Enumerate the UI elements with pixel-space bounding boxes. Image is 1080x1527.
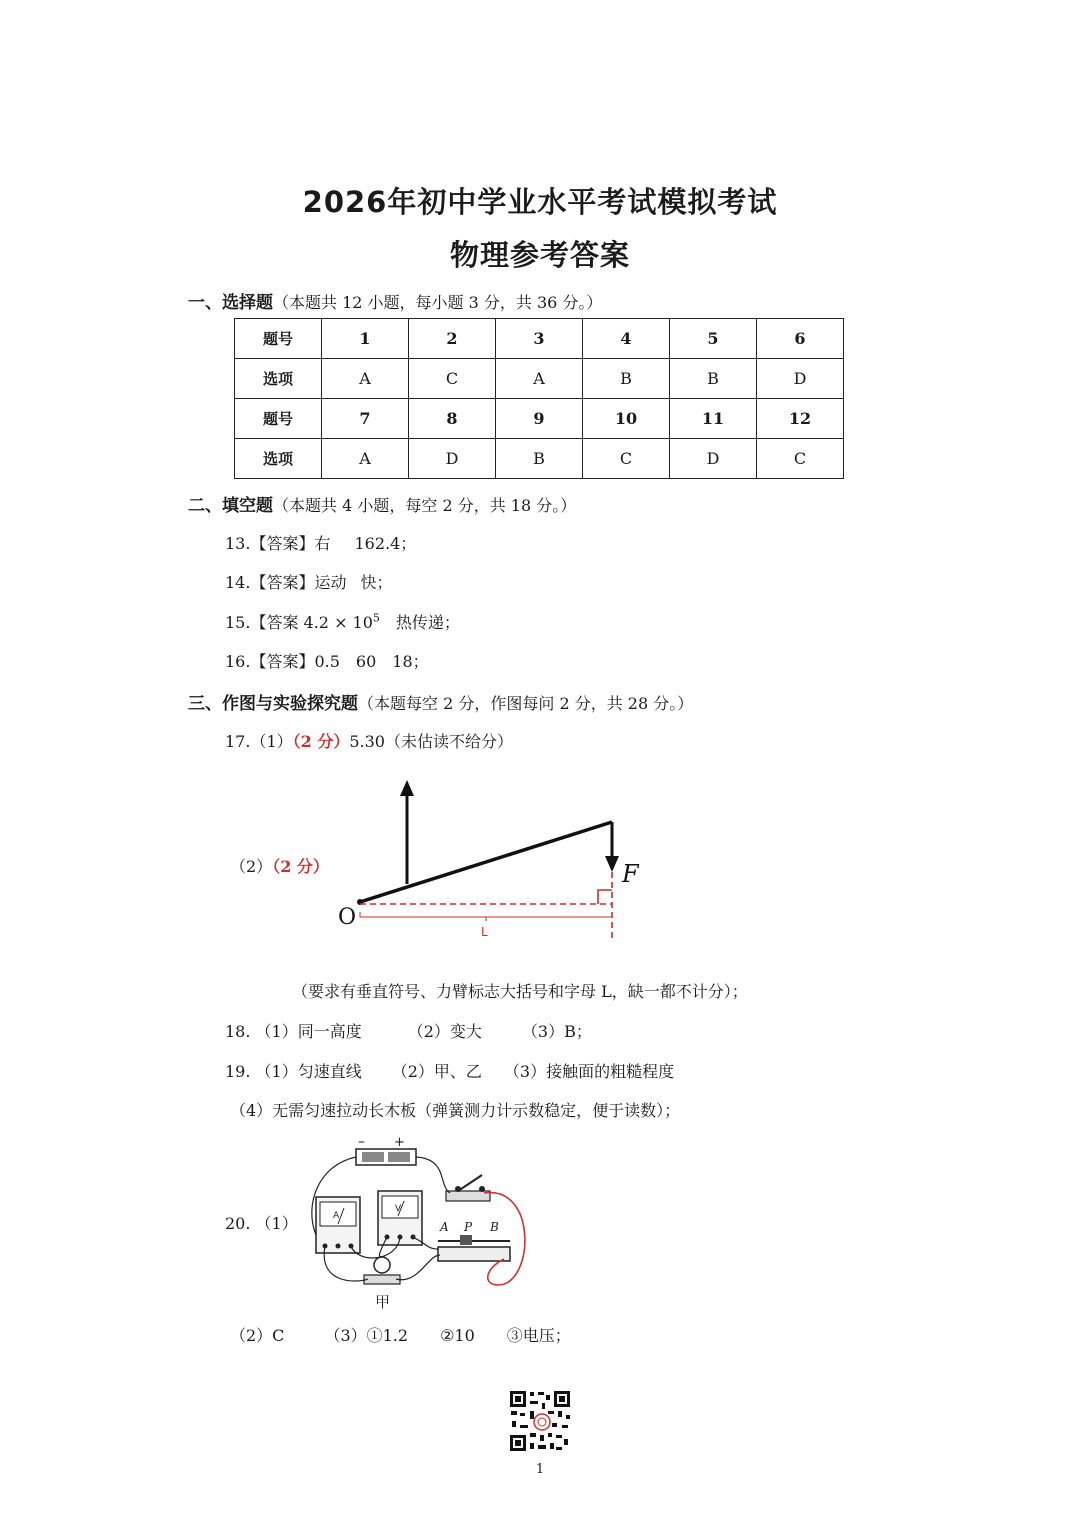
section-fill-label: 二、填空题 <box>188 496 273 516</box>
battery-negative-label: – <box>358 1135 365 1150</box>
rheostat-label-a: A <box>440 1220 449 1234</box>
answer-15-prefix: 15.【答案 4.2 × 10 <box>225 613 373 632</box>
answer-15-value: 热传递； <box>395 613 460 632</box>
answer-choice: A <box>496 359 583 399</box>
answer-choice: B <box>496 439 583 479</box>
answer-17-part1 <box>225 729 513 752</box>
answer-choice: C <box>409 359 496 399</box>
table-row <box>235 439 844 479</box>
answer-20-part1: 20. （1） <box>225 1214 298 1233</box>
label-o: O <box>338 905 357 930</box>
answer-18-part3: （3）B； <box>521 1022 592 1041</box>
answer-16 <box>225 649 429 672</box>
answer-choice: B <box>583 359 670 399</box>
answer-19 <box>225 1059 674 1082</box>
rheostat-label-b: B <box>490 1220 499 1234</box>
section-choice-label: 一、选择题 <box>188 293 273 313</box>
exam-title: 2026年初中学业水平考试模拟考试 <box>302 185 778 219</box>
answer-20-part2: （2）C <box>230 1326 285 1345</box>
ammeter-label: A <box>333 1211 340 1221</box>
answer-17-note: （要求有垂直符号、力臂标志大括号和字母 L，缺一都不计分）； <box>292 982 748 1001</box>
label-f: F <box>622 860 639 888</box>
answer-14-prefix: 14.【答案】运动 <box>225 573 347 592</box>
question-number: 10 <box>583 399 670 439</box>
answer-16-value-1: 60 <box>355 652 377 671</box>
question-number: 2 <box>409 319 496 359</box>
exam-subtitle: 物理参考答案 <box>449 238 630 272</box>
switch <box>446 1175 490 1201</box>
answer-14-value: 快； <box>360 573 393 592</box>
answer-choice: C <box>583 439 670 479</box>
circuit-diagram <box>298 1135 538 1313</box>
answer-17-part2-prefix: （2） <box>230 857 273 876</box>
answer-18 <box>225 1019 592 1042</box>
section-experiment-note: （本题每空 2 分，作图每问 2 分，共 28 分。） <box>358 694 694 713</box>
row-label-number: 题号 <box>235 319 322 359</box>
question-number: 11 <box>670 399 757 439</box>
answer-20-part3: （3）①1.2 <box>324 1326 409 1345</box>
answer-20-rest <box>230 1323 571 1346</box>
bulb-label-jia: 甲 <box>375 1293 391 1311</box>
lever-arm-brace <box>360 912 612 921</box>
rheostat-label-p: P <box>464 1220 473 1234</box>
answer-18-part1: 18. （1）同一高度 <box>225 1022 362 1041</box>
lever-bar <box>360 822 612 902</box>
answer-16-prefix: 16.【答案】0.5 <box>225 652 340 671</box>
voltmeter <box>378 1191 422 1245</box>
answer-choice: C <box>757 439 844 479</box>
section-choice-note: （本题共 12 小题，每小题 3 分，共 36 分。） <box>273 293 603 312</box>
section-experiment-label: 三、作图与实验探究题 <box>188 694 358 714</box>
answer-16-value-2: 18； <box>392 652 429 671</box>
force-f-arrow <box>605 822 619 872</box>
red-added-wire <box>484 1193 525 1285</box>
question-number: 1 <box>322 319 409 359</box>
row-label-choice: 选项 <box>235 359 322 399</box>
section-fill-note: （本题共 4 小题，每空 2 分，共 18 分。） <box>273 496 577 515</box>
question-number: 3 <box>496 319 583 359</box>
answer-20-part3b: ②10 <box>440 1326 475 1345</box>
answer-table <box>234 318 844 479</box>
table-row <box>235 399 844 439</box>
answer-19-part1: 19. （1）匀速直线 <box>225 1062 362 1081</box>
question-number: 4 <box>583 319 670 359</box>
qr-code-image <box>508 1389 572 1453</box>
table-row <box>235 359 844 399</box>
label-l: L <box>481 925 488 939</box>
answer-choice: D <box>409 439 496 479</box>
answer-18-part2: （2）变大 <box>407 1022 482 1041</box>
question-number: 6 <box>757 319 844 359</box>
answer-19-part2: （2）甲、乙 <box>391 1062 482 1081</box>
question-number: 5 <box>670 319 757 359</box>
answer-19-part4: （4）无需匀速拉动长木板（弹簧测力计示数稳定，便于读数）； <box>230 1101 681 1120</box>
answer-choice: D <box>757 359 844 399</box>
answer-13 <box>225 531 416 554</box>
section-choice-header <box>188 288 602 313</box>
answer-15 <box>225 610 460 633</box>
upward-force-arrow <box>400 780 414 884</box>
rheostat <box>438 1220 510 1261</box>
answer-choice: A <box>322 439 409 479</box>
battery-positive-label: + <box>394 1135 405 1150</box>
voltmeter-label: V <box>395 1204 402 1214</box>
answer-15-exponent: 5 <box>372 611 380 625</box>
section-fill-header <box>188 491 576 516</box>
question-number: 12 <box>757 399 844 439</box>
table-row <box>235 319 844 359</box>
ammeter <box>316 1197 360 1253</box>
answer-13-value: 162.4； <box>354 534 417 553</box>
row-label-choice: 选项 <box>235 439 322 479</box>
page-number: 1 <box>535 1462 545 1477</box>
question-number: 9 <box>496 399 583 439</box>
section-experiment-header <box>188 689 693 714</box>
answer-14 <box>225 570 392 593</box>
lever-diagram <box>330 772 660 942</box>
row-label-number: 题号 <box>235 399 322 439</box>
bulb <box>364 1257 400 1311</box>
question-number: 8 <box>409 399 496 439</box>
answer-choice: A <box>322 359 409 399</box>
battery <box>356 1135 416 1165</box>
answer-choice: D <box>670 439 757 479</box>
answer-17-part2 <box>230 854 329 877</box>
answer-17-part1-score: （2 分） <box>292 732 350 751</box>
answer-19-part3: （3）接触面的粗糙程度 <box>503 1062 675 1081</box>
answer-17-part2-score: （2 分） <box>272 857 329 876</box>
answer-choice: B <box>670 359 757 399</box>
answer-17-part1-prefix: 17.（1） <box>225 732 293 751</box>
answer-13-prefix: 13.【答案】右 <box>225 534 331 553</box>
question-number: 7 <box>322 399 409 439</box>
right-angle-symbol <box>598 890 612 904</box>
answer-17-part1-text: 5.30（未估读不给分） <box>349 732 513 751</box>
answer-20-part3c: ③电压； <box>506 1326 571 1345</box>
